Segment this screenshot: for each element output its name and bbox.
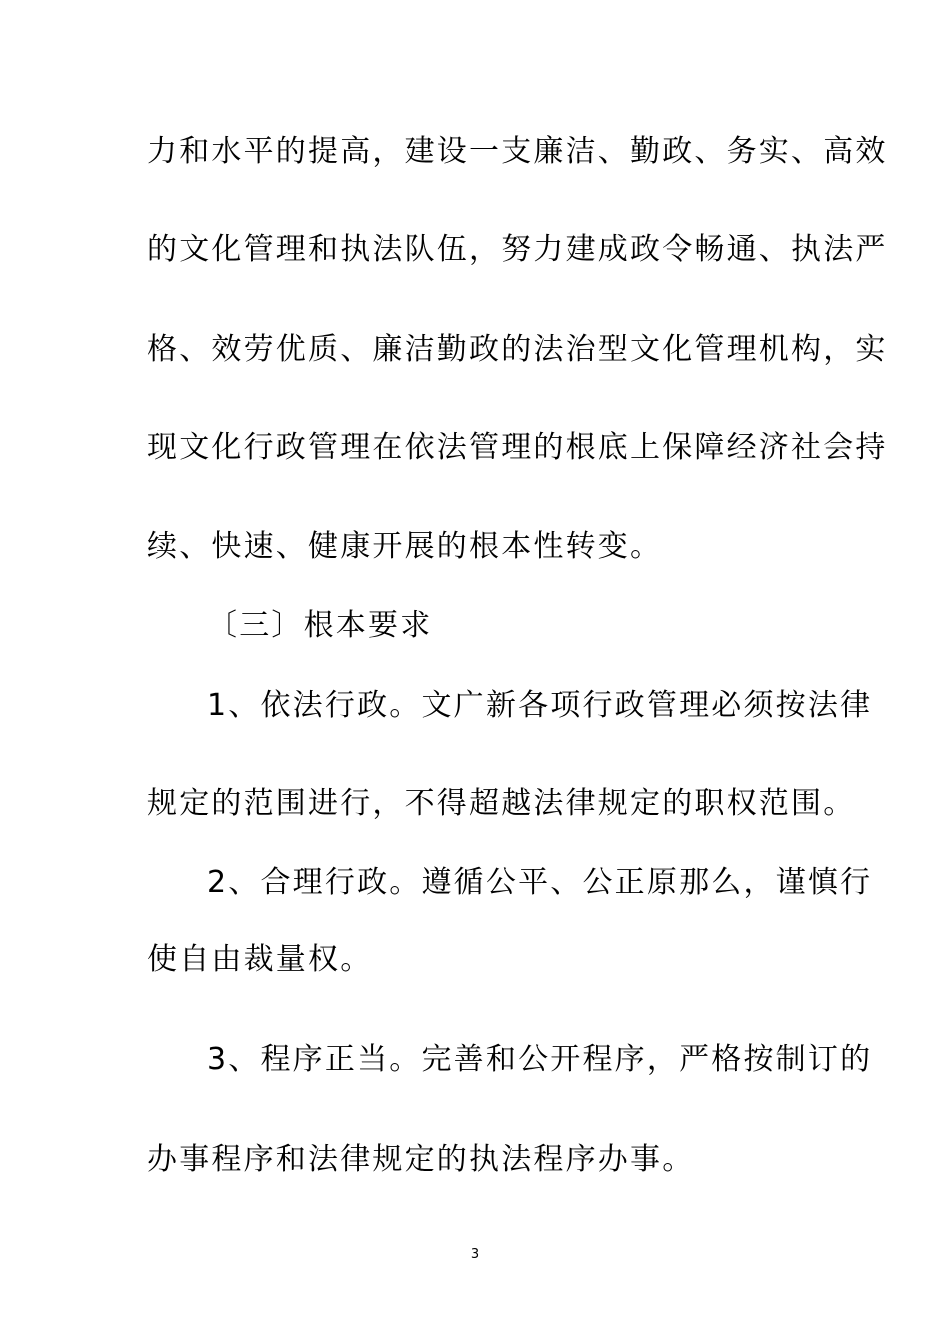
paragraph-line: 2、合理行政。遵循公平、公正原那么，谨慎行: [207, 865, 873, 900]
paragraph-line: 办事程序和法律规定的执法程序办事。: [147, 1142, 695, 1177]
paragraph-line: 规定的范围进行，不得超越法律规定的职权范围。: [147, 786, 856, 821]
paragraph-line: 格、效劳优质、廉洁勤政的法治型文化管理机构，实: [147, 332, 888, 367]
paragraph-line: 续、快速、健康开展的根本性转变。: [147, 529, 663, 564]
page-number: 3: [470, 1247, 480, 1262]
section-heading: 〔三〕根本要求: [207, 608, 433, 643]
paragraph-line: 现文化行政管理在依法管理的根底上保障经济社会持: [147, 430, 888, 465]
paragraph-line: 3、程序正当。完善和公开程序，严格按制订的: [207, 1042, 873, 1077]
paragraph-line: 1、依法行政。文广新各项行政管理必须按法律: [207, 688, 873, 723]
paragraph-line: 力和水平的提高，建设一支廉洁、勤政、务实、高效: [147, 134, 888, 169]
paragraph-line: 使自由裁量权。: [147, 942, 373, 977]
paragraph-line: 的文化管理和执法队伍，努力建成政令畅通、执法严: [147, 232, 888, 267]
